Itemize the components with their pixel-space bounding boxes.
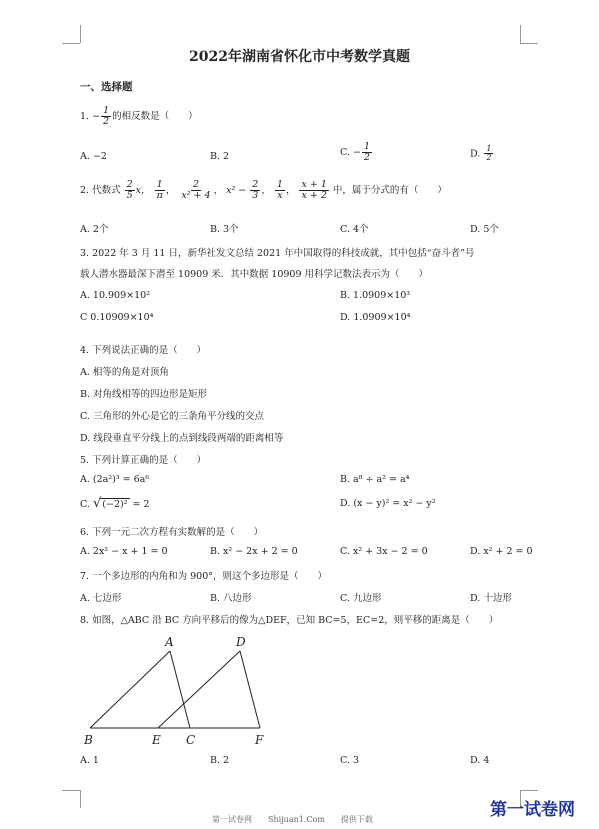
label-a: A [165, 635, 174, 649]
q3-option-d: D. 1.0909×10⁴ [340, 312, 411, 323]
question-6: 6. 下列一元二次方程有实数解的是（ ） [80, 527, 264, 538]
q5-option-d: D. (x − y)² = x² − y² [340, 498, 436, 509]
q8-option-b: B. 2 [210, 755, 230, 766]
q3-option-b: B. 1.0909×10³ [340, 290, 411, 301]
question-3-line-2: 载人潜水器最深下潜至 10909 米．其中数据 10909 用科学记数法表示为（ ） [80, 269, 429, 280]
label-c: C [186, 733, 196, 747]
q1-option-c: C. − $\frac{1}{2}$ [340, 141, 370, 163]
q7-option-b: B. 八边形 [210, 593, 252, 604]
question-7: 7. 一个多边形的内角和为 900°，则这个多边形是（ ） [80, 571, 327, 582]
q1-option-d: D. $\frac{1}{2}$ [470, 144, 492, 163]
q2-option-b: B. 3个 [210, 224, 239, 235]
section-heading: 一、选择题 [80, 81, 133, 93]
site-logo[interactable]: 第一试卷网 [490, 800, 575, 820]
q1-text: 的相反数是（ ） [112, 110, 198, 122]
question-3-line-1: 3. 2022 年 3 月 11 日，新华社发文总结 2021 年中国取得的科技成就，其中包括“奋斗者”号 [80, 248, 475, 259]
label-b: B [84, 733, 93, 747]
q4-option-a: A. 相等的角是对顶角 [80, 367, 169, 378]
q4-option-b: B. 对角线相等的四边形是矩形 [80, 389, 208, 400]
q4-option-d: D. 线段垂直平分线上的点到线段两端的距离相等 [80, 433, 284, 444]
segment-ab [90, 651, 170, 728]
page-title: 2022年湖南省怀化市中考数学真题 [189, 49, 410, 65]
q1-fraction: $\frac{1}{2}$ [103, 105, 110, 127]
q8-option-a: A. 1 [80, 755, 99, 766]
label-d: D [236, 635, 246, 649]
q2-option-d: D. 5个 [470, 224, 499, 235]
question-2: 2. 代数式 $\frac{2}{5}$ x， $\frac{1}{\pi}$ ， $\frac{2}{\text{x² + 4}}$ ， x² − $\frac{2}{3}$ ， $\frac{1}{x}$ ， $\frac{x + 1}{x + 2}$ 中，属于分式的有（ ） [80, 179, 447, 201]
q1-option-a: A. −2 [80, 151, 107, 162]
page-footer: 第一试卷网 Shijuan1.Com 提供下载 [212, 815, 373, 824]
q5-option-c: C. √(−2)² = 2 [80, 496, 150, 511]
label-e: E [152, 733, 161, 747]
segment-ed [158, 651, 240, 728]
q6-option-c: C. x² + 3x − 2 = 0 [340, 546, 428, 557]
q3-option-c: C 0.10909×10⁴ [80, 312, 154, 323]
q1-number: 1. [80, 110, 90, 122]
q4-option-c: C. 三角形的外心是它的三条角平分线的交点 [80, 411, 264, 422]
q1-sign: − [92, 110, 101, 122]
q6-option-b: B. x² − 2x + 2 = 0 [210, 546, 298, 557]
q2-option-c: C. 4个 [340, 224, 369, 235]
q1-option-b: B. 2 [210, 151, 230, 162]
q6-option-d: D. x² + 2 = 0 [470, 546, 533, 557]
q7-option-c: C. 九边形 [340, 593, 382, 604]
q2-option-a: A. 2个 [80, 224, 109, 235]
segment-df [240, 651, 260, 728]
q8-option-d: D. 4 [470, 755, 490, 766]
label-f: F [255, 733, 264, 747]
segment-ac [170, 651, 190, 728]
q6-option-a: A. 2x² − x + 1 = 0 [80, 546, 168, 557]
q5-option-b: B. a⁸ ÷ a² = a⁴ [340, 474, 410, 485]
question-4: 4. 下列说法正确的是（ ） [80, 345, 207, 356]
q7-option-d: D. 十边形 [470, 593, 512, 604]
question-5: 5. 下列计算正确的是（ ） [80, 455, 207, 466]
q5-option-a: A. (2a²)³ = 6a⁶ [80, 474, 150, 485]
q8-option-c: C. 3 [340, 755, 360, 766]
q7-option-a: A. 七边形 [80, 593, 122, 604]
q3-option-a: A. 10.909×10² [80, 290, 150, 301]
question-8: 8. 如图，△ABC 沿 BC 方向平移后的像为△DEF，已知 BC=5，EC=2，则平移的距离是（ ） [80, 615, 499, 626]
sqrt-symbol: √ [92, 496, 102, 511]
